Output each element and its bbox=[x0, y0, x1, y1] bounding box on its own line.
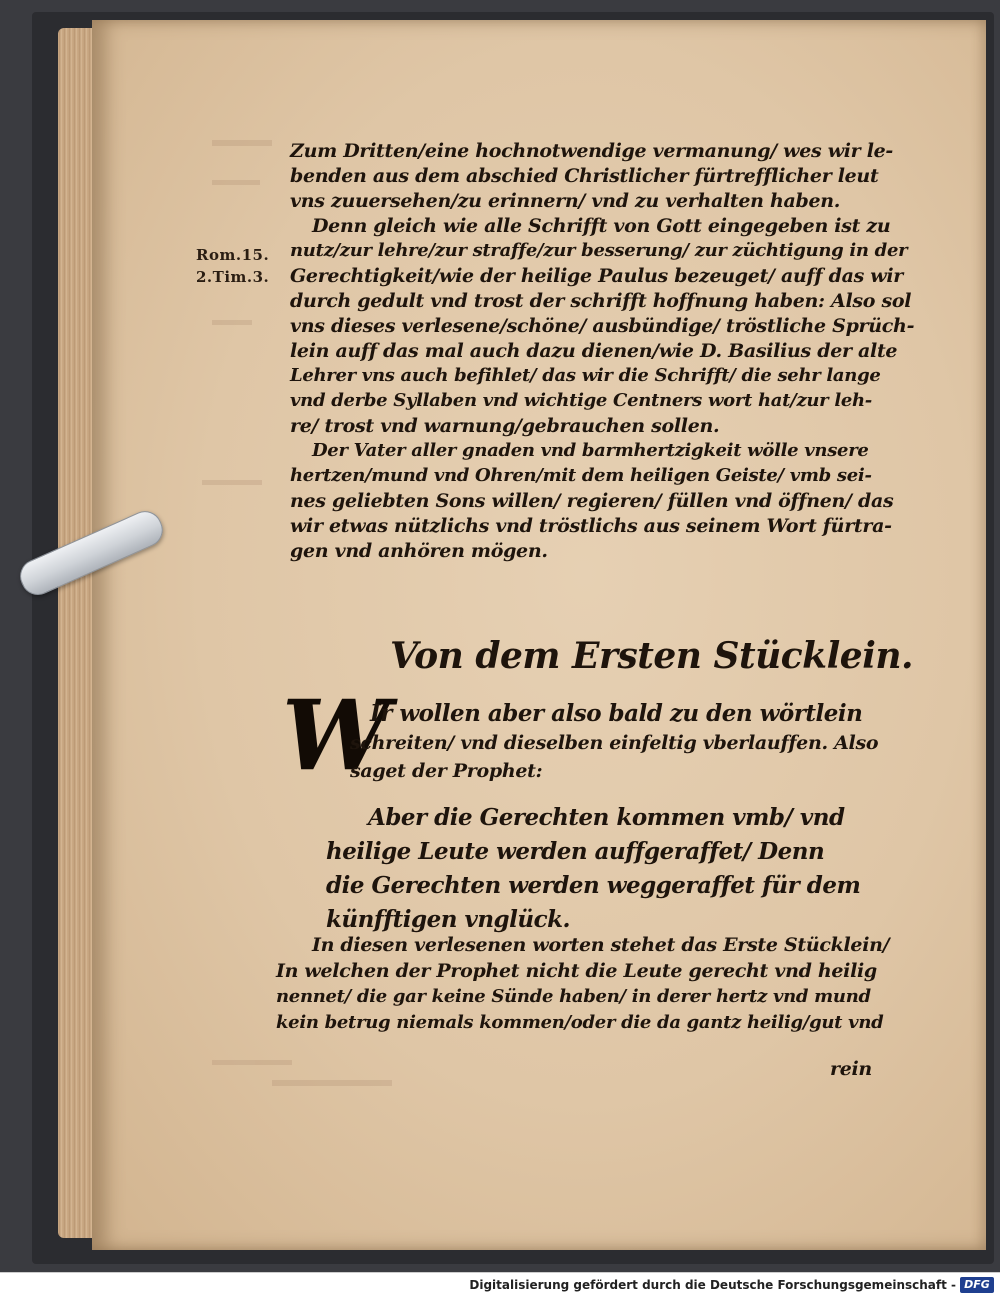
text-line: In diesen verlesenen worten stehet das Erste Stücklein/ bbox=[312, 934, 890, 956]
intro-line: schreiten/ vnd dieselben einfeltig vberlauffen. Also bbox=[350, 732, 879, 754]
margin-note-timothy: 2.Tim.3. bbox=[196, 268, 270, 286]
text-line: Der Vater aller gnaden vnd barmhertzigkeit wölle vnsere bbox=[312, 440, 869, 461]
funding-notice: Digitalisierung gefördert durch die Deutsche Forschungsgemeinschaft - bbox=[469, 1278, 956, 1292]
quote-line: die Gerechten werden weggeraffet für dem bbox=[326, 872, 861, 899]
section-heading: Von dem Ersten Stücklein. bbox=[390, 635, 914, 677]
text-line: vns dieses verlesene/schöne/ ausbündige/ tröstliche Sprüch- bbox=[290, 315, 915, 337]
text-line: nennet/ die gar keine Sünde haben/ in derer hertz vnd mund bbox=[276, 986, 871, 1007]
footer-bar bbox=[0, 1272, 1000, 1298]
text-line: kein betrug niemals kommen/oder die da gantz heilig/gut vnd bbox=[276, 1012, 884, 1033]
text-line: nes geliebten Sons willen/ regieren/ füllen vnd öffnen/ das bbox=[290, 490, 894, 512]
text-line: lein auff das mal auch dazu dienen/wie D. Basilius der alte bbox=[290, 340, 898, 362]
margin-note-romans: Rom.15. bbox=[196, 246, 270, 264]
text-line: durch gedult vnd trost der schrifft hoffnung haben: Also sol bbox=[290, 290, 912, 312]
quote-line: heilige Leute werden auffgeraffet/ Denn bbox=[326, 838, 825, 865]
text-line: benden aus dem abschied Christlicher fürtrefflicher leut bbox=[290, 165, 879, 187]
text-line: gen vnd anhören mögen. bbox=[290, 540, 548, 562]
quote-line: Aber die Gerechten kommen vmb/ vnd bbox=[368, 804, 845, 831]
text-line: vns zuuersehen/zu erinnern/ vnd zu verhalten haben. bbox=[290, 190, 841, 212]
drop-cap: W bbox=[282, 679, 390, 792]
text-line: Zum Dritten/eine hochnotwendige vermanung/ wes wir le- bbox=[290, 140, 893, 162]
text-line: In welchen der Prophet nicht die Leute gerecht vnd heilig bbox=[276, 960, 877, 982]
text-line: vnd derbe Syllaben vnd wichtige Centners wort hat/zur leh- bbox=[290, 390, 872, 411]
intro-line: saget der Prophet: bbox=[350, 760, 543, 782]
text-line: nutz/zur lehre/zur straffe/zur besserung/ zur züchtigung in der bbox=[290, 240, 908, 261]
text-line: Denn gleich wie alle Schrifft von Gott eingegeben ist zu bbox=[312, 215, 891, 237]
intro-line: Ir wollen aber also bald zu den wörtlein bbox=[370, 700, 863, 727]
catchword: rein bbox=[830, 1058, 872, 1080]
text-line: wir etwas nützlichs vnd tröstlichs aus seinem Wort fürtra- bbox=[290, 515, 892, 537]
text-line: Lehrer vns auch befihlet/ das wir die Schrifft/ die sehr lange bbox=[290, 365, 881, 386]
dfg-logo-icon: DFG bbox=[960, 1277, 994, 1293]
text-line: re/ trost vnd warnung/gebrauchen sollen. bbox=[290, 415, 720, 437]
text-line: hertzen/mund vnd Ohren/mit dem heiligen Geiste/ vmb sei- bbox=[290, 465, 872, 486]
quote-line: künfftigen vnglück. bbox=[326, 906, 571, 933]
text-line: Gerechtigkeit/wie der heilige Paulus bezeuget/ auff das wir bbox=[290, 265, 903, 287]
